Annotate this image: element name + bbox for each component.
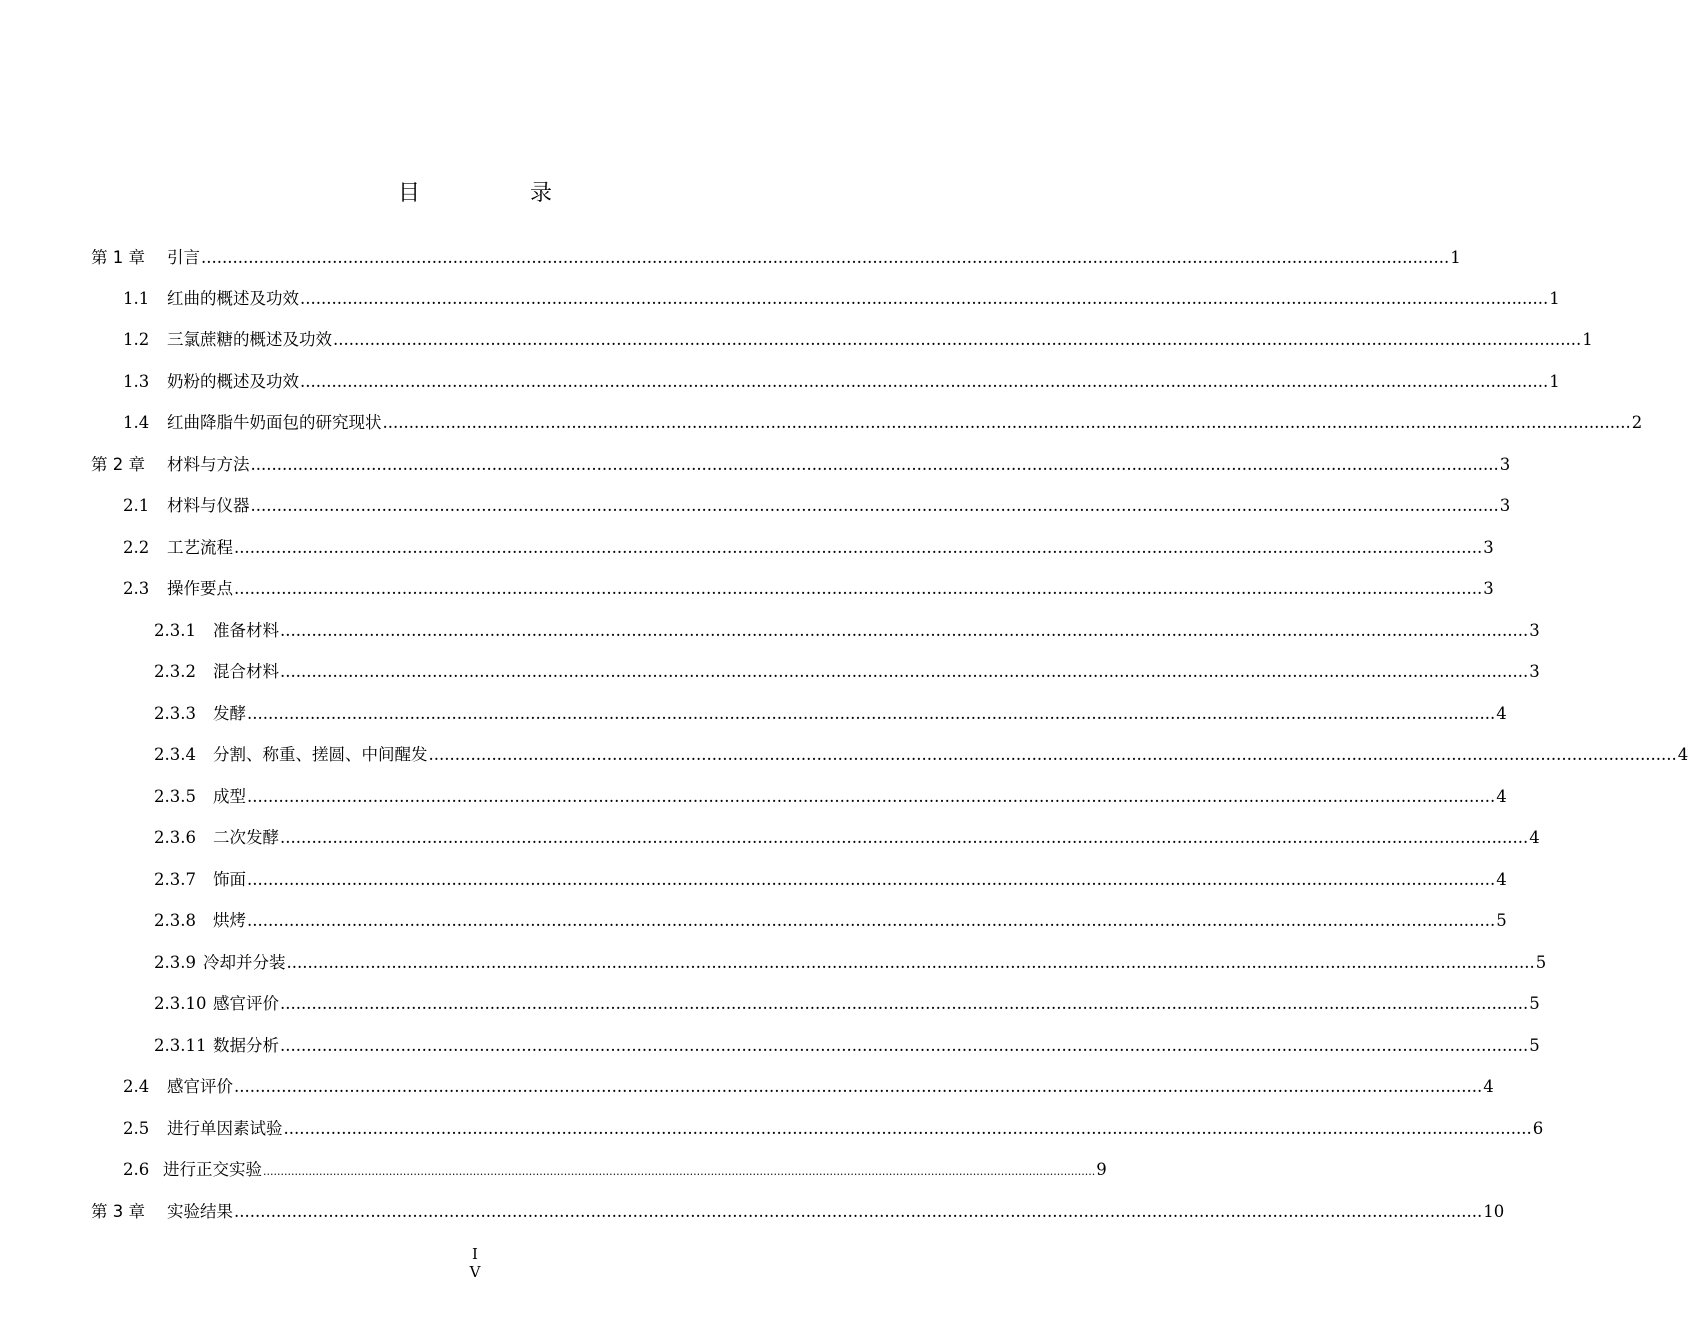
toc-entry-label: 冷却并分装 bbox=[203, 953, 286, 972]
toc-leader-dots bbox=[234, 1075, 1482, 1099]
toc-entry-2-3-5[interactable] bbox=[154, 785, 1507, 809]
toc-leader-dots bbox=[201, 246, 1449, 270]
toc-title: 目 录 bbox=[397, 181, 596, 206]
toc-leader-dots bbox=[247, 909, 1495, 933]
toc-entry-number: 2.6 bbox=[123, 1160, 150, 1179]
toc-entry-page: 6 bbox=[1532, 1119, 1544, 1138]
toc-entry-label: 奶粉的概述及功效 bbox=[167, 372, 299, 391]
toc-entry-2-3-11[interactable] bbox=[154, 1034, 1540, 1058]
toc-entry-page: 3 bbox=[1529, 662, 1540, 681]
page-number-footer-clipped: V bbox=[469, 1263, 481, 1281]
toc-entry-chapter-3[interactable] bbox=[91, 1200, 1505, 1224]
toc-entry-number: 2.3.11 bbox=[154, 1036, 207, 1055]
toc-entry-2-4[interactable] bbox=[123, 1075, 1494, 1099]
toc-entry-number: 1.1 bbox=[123, 289, 150, 308]
toc-entry-page: 5 bbox=[1496, 911, 1507, 930]
toc-entry-page: 4 bbox=[1483, 1077, 1494, 1096]
toc-entry-number: 第 3 章 bbox=[91, 1202, 145, 1221]
page-number-footer: I bbox=[472, 1245, 478, 1263]
toc-entry-page: 1 bbox=[1582, 330, 1593, 349]
toc-leader-dots bbox=[234, 577, 1482, 601]
toc-entry-label: 红曲的概述及功效 bbox=[167, 289, 299, 308]
toc-entry-page: 1 bbox=[1549, 372, 1560, 391]
toc-entry-page: 3 bbox=[1483, 579, 1494, 598]
toc-leader-dots bbox=[247, 868, 1495, 892]
toc-entry-label: 引言 bbox=[167, 248, 200, 267]
toc-entry-label: 二次发酵 bbox=[213, 828, 279, 847]
toc-leader-dots bbox=[280, 619, 1528, 643]
toc-entry-2-3-4[interactable] bbox=[154, 743, 1688, 767]
toc-entry-label: 成型 bbox=[213, 787, 246, 806]
toc-entry-label: 混合材料 bbox=[213, 662, 279, 681]
toc-leader-dots bbox=[234, 1200, 1482, 1224]
toc-entry-2-5[interactable] bbox=[123, 1117, 1544, 1141]
toc-entry-number: 2.5 bbox=[123, 1119, 150, 1138]
toc-entry-page: 1 bbox=[1549, 289, 1560, 308]
toc-entry-page: 10 bbox=[1483, 1202, 1505, 1221]
toc-leader-dots bbox=[251, 453, 1499, 477]
toc-entry-page: 3 bbox=[1499, 496, 1511, 515]
toc-leader-dots bbox=[247, 785, 1495, 809]
toc-entry-label: 红曲降脂牛奶面包的研究现状 bbox=[167, 413, 382, 432]
toc-entry-2-3-6[interactable] bbox=[154, 826, 1540, 850]
toc-entry-page: 9 bbox=[1096, 1160, 1107, 1179]
toc-entry-chapter-2[interactable] bbox=[91, 453, 1511, 477]
toc-entry-number: 1.3 bbox=[123, 372, 150, 391]
toc-entry-2-3-7[interactable] bbox=[154, 868, 1507, 892]
toc-leader-dots bbox=[284, 1117, 1532, 1141]
toc-entry-label: 感官评价 bbox=[167, 1077, 233, 1096]
toc-entry-page: 2 bbox=[1631, 413, 1643, 432]
toc-entry-label: 实验结果 bbox=[167, 1202, 233, 1221]
toc-entry-label: 进行正交实验 bbox=[163, 1160, 262, 1179]
toc-entry-page: 4 bbox=[1529, 828, 1540, 847]
toc-entry-number: 2.3.4 bbox=[154, 745, 196, 764]
toc-entry-label: 发酵 bbox=[213, 704, 246, 723]
toc-leader-dots bbox=[333, 328, 1581, 352]
toc-leader-dots bbox=[287, 951, 1535, 975]
toc-entry-page: 4 bbox=[1677, 745, 1688, 764]
toc-entry-1-4[interactable] bbox=[123, 411, 1643, 435]
toc-entry-2-3[interactable] bbox=[123, 577, 1494, 601]
toc-entry-number: 第 2 章 bbox=[91, 455, 145, 474]
toc-entry-1-3[interactable] bbox=[123, 370, 1560, 394]
toc-entry-2-3-3[interactable] bbox=[154, 702, 1507, 726]
toc-entry-label: 准备材料 bbox=[213, 621, 279, 640]
toc-entry-number: 2.3.7 bbox=[154, 870, 196, 889]
toc-entry-2-3-2[interactable] bbox=[154, 660, 1540, 684]
toc-entry-page: 5 bbox=[1529, 994, 1540, 1013]
toc-entry-number: 2.3.3 bbox=[154, 704, 196, 723]
toc-entry-2-6[interactable] bbox=[123, 1158, 1107, 1182]
toc-entry-1-2[interactable] bbox=[123, 328, 1593, 352]
toc-entry-number: 2.1 bbox=[123, 496, 150, 515]
toc-leader-dots bbox=[280, 992, 1528, 1016]
toc-entry-number: 2.3.5 bbox=[154, 787, 196, 806]
toc-entry-page: 1 bbox=[1450, 248, 1461, 267]
toc-leader-dots bbox=[300, 370, 1548, 394]
toc-leader-dots bbox=[280, 826, 1528, 850]
toc-entry-2-1[interactable] bbox=[123, 494, 1511, 518]
toc-entry-page: 5 bbox=[1529, 1036, 1540, 1055]
toc-leader-dots bbox=[234, 536, 1482, 560]
toc-entry-label: 三氯蔗糖的概述及功效 bbox=[167, 330, 332, 349]
toc-entry-label: 烘烤 bbox=[213, 911, 246, 930]
toc-entry-number: 2.3.2 bbox=[154, 662, 196, 681]
toc-leader-dots bbox=[429, 743, 1677, 767]
toc-entry-label: 进行单因素试验 bbox=[167, 1119, 283, 1138]
toc-entry-2-3-10[interactable] bbox=[154, 992, 1540, 1016]
toc-entry-page: 3 bbox=[1483, 538, 1494, 557]
toc-entry-label: 饰面 bbox=[213, 870, 246, 889]
toc-entry-number: 1.2 bbox=[123, 330, 150, 349]
toc-entry-number: 1.4 bbox=[123, 413, 150, 432]
toc-entry-2-3-1[interactable] bbox=[154, 619, 1540, 643]
toc-entry-label: 数据分析 bbox=[213, 1036, 279, 1055]
toc-entry-2-3-8[interactable] bbox=[154, 909, 1507, 933]
toc-entry-chapter-1[interactable] bbox=[91, 246, 1461, 270]
toc-entry-page: 4 bbox=[1496, 704, 1507, 723]
toc-entry-2-3-9[interactable] bbox=[154, 951, 1547, 975]
toc-entry-number: 2.3.6 bbox=[154, 828, 196, 847]
toc-entry-page: 5 bbox=[1535, 953, 1547, 972]
toc-leader-dots bbox=[251, 494, 1499, 518]
toc-leader-dots bbox=[300, 287, 1548, 311]
toc-leader-dots bbox=[383, 411, 1631, 435]
toc-leader-dots bbox=[247, 702, 1495, 726]
toc-entry-number: 2.4 bbox=[123, 1077, 150, 1096]
toc-entry-number: 第 1 章 bbox=[91, 248, 145, 267]
toc-entry-page: 4 bbox=[1496, 787, 1507, 806]
toc-entry-number: 2.3.9 bbox=[154, 953, 196, 972]
toc-entry-label: 分割、称重、搓圆、中间醒发 bbox=[213, 745, 428, 764]
toc-entry-label: 材料与仪器 bbox=[167, 496, 250, 515]
toc-entry-1-1[interactable] bbox=[123, 287, 1560, 311]
toc-leader-dots bbox=[280, 660, 1528, 684]
toc-entry-page: 3 bbox=[1499, 455, 1511, 474]
toc-entry-page: 4 bbox=[1496, 870, 1507, 889]
toc-entry-number: 2.3.10 bbox=[154, 994, 207, 1013]
toc-entry-number: 2.3.8 bbox=[154, 911, 196, 930]
toc-leader-dots bbox=[263, 1160, 1095, 1184]
toc-entry-label: 材料与方法 bbox=[167, 455, 250, 474]
toc-entry-2-2[interactable] bbox=[123, 536, 1494, 560]
toc-entry-label: 操作要点 bbox=[167, 579, 233, 598]
toc-entry-label: 感官评价 bbox=[213, 994, 279, 1013]
toc-entry-number: 2.2 bbox=[123, 538, 150, 557]
toc-entry-label: 工艺流程 bbox=[167, 538, 233, 557]
toc-entry-number: 2.3.1 bbox=[154, 621, 196, 640]
toc-leader-dots bbox=[280, 1034, 1528, 1058]
toc-entry-number: 2.3 bbox=[123, 579, 150, 598]
toc-entry-page: 3 bbox=[1529, 621, 1540, 640]
